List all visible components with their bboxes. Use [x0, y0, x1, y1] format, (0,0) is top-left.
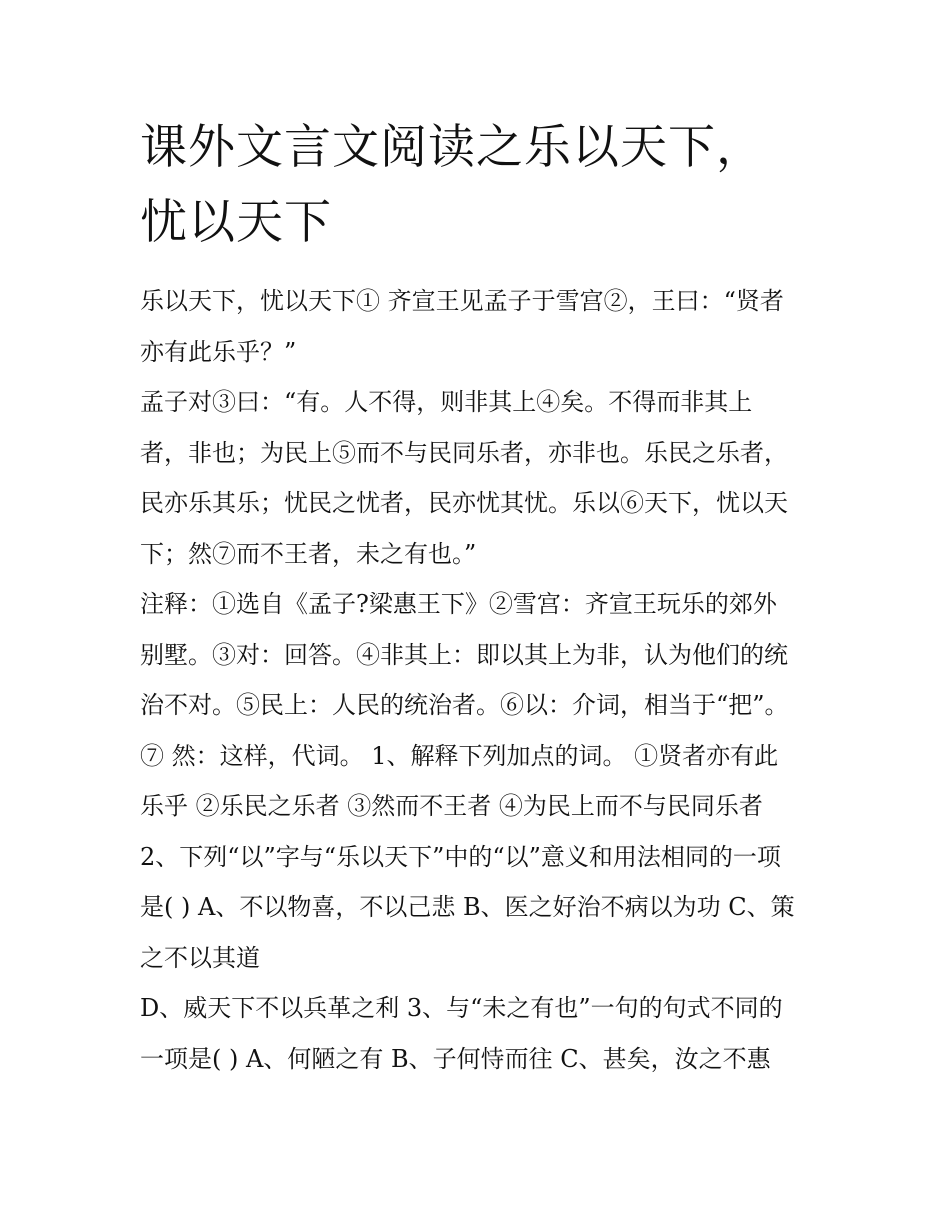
- paragraph-line: 2、下列“以”字与“乐以天下”中的“以”意义和用法相同的一项: [140, 843, 781, 871]
- paragraph-line: 民亦乐其乐；忧民之忧者，民亦忧其忧。乐以⑥天下，忧以天: [140, 489, 788, 517]
- paragraph-line: 乐以天下，忧以天下① 齐宣王见孟子于雪宫②，王曰：“贤者: [140, 287, 784, 315]
- paragraph-line: 注释：①选自《孟子?梁惠王下》②雪宫：齐宣王玩乐的郊外: [140, 590, 777, 618]
- paragraph-line: 下；然⑦而不王者，未之有也。”: [140, 540, 477, 568]
- paragraph-line: 乐乎 ②乐民之乐者 ③然而不王者 ④为民上而不与民同乐者: [140, 792, 763, 820]
- paragraph-line: 治不对。⑤民上：人民的统治者。⑥以：介词，相当于“把”。: [140, 691, 789, 719]
- paragraph-line: 孟子对③曰：“有。人不得，则非其上④矣。不得而非其上: [140, 388, 753, 416]
- paragraph-line: 是( ) A、不以物喜，不以己悲 B、医之好治不病以为功 C、策: [140, 893, 795, 921]
- paragraph-line: 之不以其道: [140, 944, 260, 972]
- paragraph-line: D、威天下不以兵革之利 3、与“未之有也”一句的句式不同的: [140, 994, 783, 1022]
- document-title-line-1: 课外文言文阅读之乐以天下，: [140, 120, 764, 175]
- paragraph-line: 者，非也；为民上⑤而不与民同乐者，亦非也。乐民之乐者，: [140, 439, 788, 467]
- document-title-line-2: 忧以天下: [140, 195, 332, 250]
- paragraph-line: 亦有此乐乎？”: [140, 338, 297, 366]
- paragraph-line: 一项是( ) A、何陋之有 B、子何恃而往 C、甚矣，汝之不惠: [140, 1045, 771, 1073]
- paragraph-line: 别墅。③对：回答。④非其上：即以其上为非，认为他们的统: [140, 641, 788, 669]
- paragraph-line: ⑦ 然：这样，代词。 1、解释下列加点的词。 ①贤者亦有此: [140, 742, 779, 770]
